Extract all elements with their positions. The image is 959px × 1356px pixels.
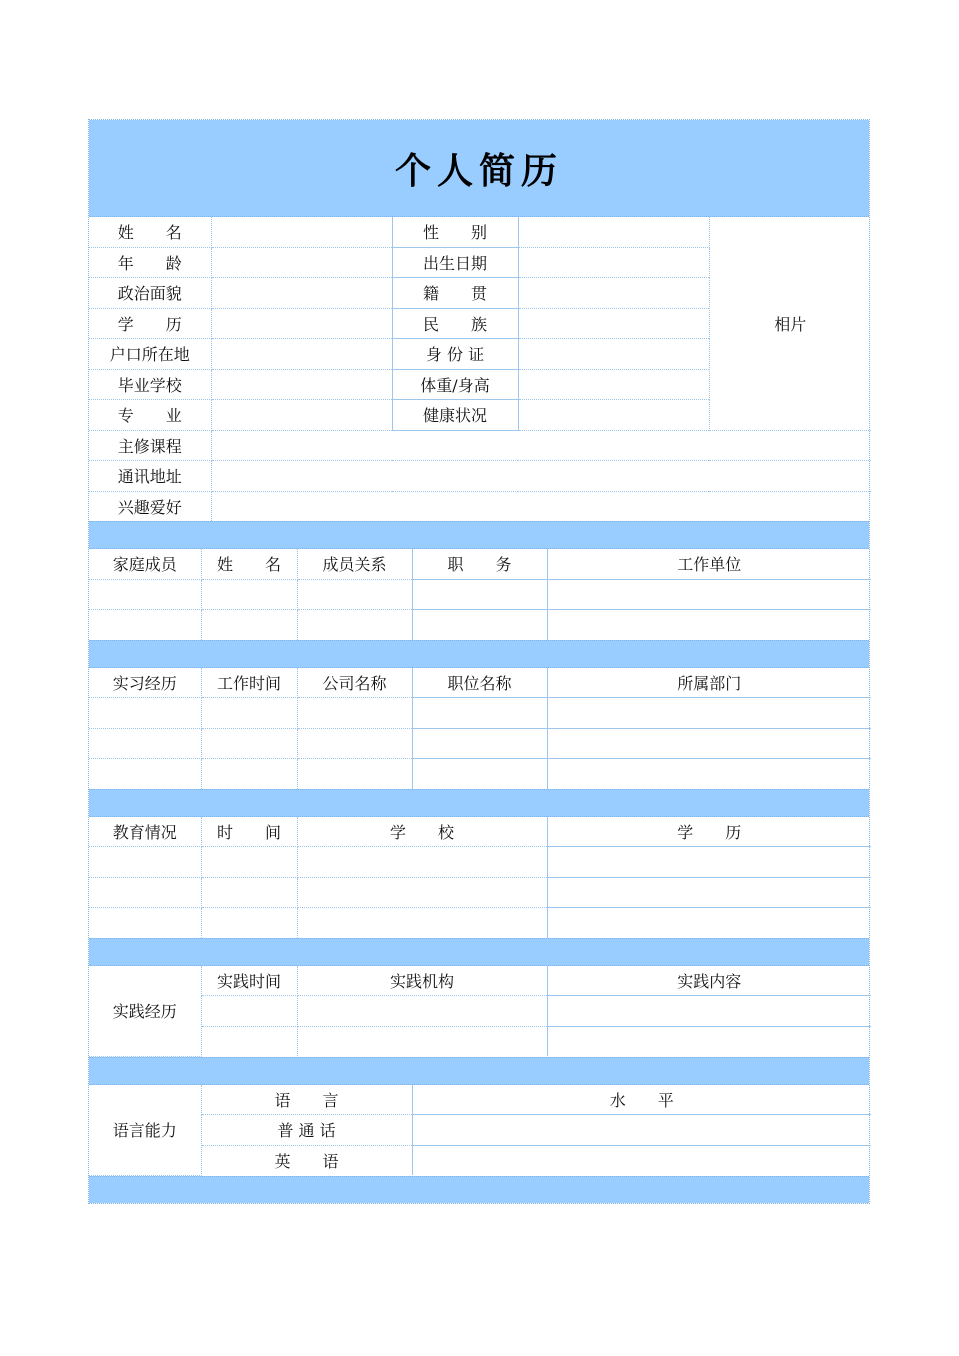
family-header-position: 职 务: [412, 549, 547, 579]
table-cell[interactable]: [297, 996, 547, 1027]
language-header-language: 语 言: [201, 1085, 412, 1115]
value-household-registration[interactable]: [211, 339, 392, 370]
table-cell[interactable]: [297, 728, 412, 759]
table-cell[interactable]: [412, 610, 547, 640]
language-mandarin-level[interactable]: [412, 1115, 871, 1146]
table-cell[interactable]: [201, 698, 297, 729]
table-cell[interactable]: [547, 847, 871, 878]
value-ethnicity[interactable]: [518, 308, 709, 339]
table-cell[interactable]: [547, 996, 871, 1027]
language-english: 英 语: [201, 1145, 412, 1175]
value-political-status[interactable]: [211, 278, 392, 309]
label-degree: 学 历: [89, 308, 211, 339]
photo-cell[interactable]: 相片: [709, 217, 871, 430]
table-cell[interactable]: [201, 610, 297, 640]
label-age: 年 龄: [89, 247, 211, 278]
label-address: 通讯地址: [89, 461, 211, 492]
label-name: 姓 名: [89, 217, 211, 247]
practice-header-content: 实践内容: [547, 966, 871, 996]
internship-header-company: 公司名称: [297, 668, 412, 698]
value-health[interactable]: [518, 400, 709, 431]
table-row: [89, 610, 871, 640]
basic-info-table: [89, 217, 871, 521]
section-divider: [89, 1057, 869, 1085]
label-id-card: 身 份 证: [392, 339, 518, 370]
education-header-school: 学 校: [297, 817, 547, 847]
value-major[interactable]: [211, 400, 392, 431]
label-school: 毕业学校: [89, 369, 211, 400]
table-cell[interactable]: [89, 759, 201, 789]
practice-header-time: 实践时间: [201, 966, 297, 996]
family-table: [89, 549, 871, 640]
table-cell[interactable]: [547, 610, 871, 640]
internship-header-department: 所属部门: [547, 668, 871, 698]
internship-table: [89, 668, 871, 789]
language-mandarin: 普 通 话: [201, 1115, 412, 1146]
section-divider: [89, 938, 869, 966]
value-weight-height[interactable]: [518, 369, 709, 400]
table-cell[interactable]: [297, 579, 412, 610]
language-header-level: 水 平: [412, 1085, 871, 1115]
label-household-registration: 户口所在地: [89, 339, 211, 370]
table-row: [89, 759, 871, 789]
table-cell[interactable]: [297, 698, 412, 729]
table-cell[interactable]: [297, 759, 412, 789]
section-divider: [89, 1176, 869, 1203]
value-school[interactable]: [211, 369, 392, 400]
table-row: [89, 728, 871, 759]
table-cell[interactable]: [89, 847, 201, 878]
table-cell[interactable]: [412, 759, 547, 789]
label-birthdate: 出生日期: [392, 247, 518, 278]
language-table: [89, 1085, 871, 1176]
value-hobbies[interactable]: [211, 491, 871, 521]
table-row: [89, 1115, 871, 1146]
language-english-level[interactable]: [412, 1145, 871, 1175]
family-header-relation: 成员关系: [297, 549, 412, 579]
education-table: [89, 817, 871, 938]
education-header-degree: 学 历: [547, 817, 871, 847]
value-courses[interactable]: [211, 430, 871, 461]
table-cell[interactable]: [201, 579, 297, 610]
table-cell[interactable]: [201, 728, 297, 759]
section-divider: [89, 521, 869, 549]
resume-title: 个人简历: [394, 150, 563, 192]
table-cell[interactable]: [89, 908, 201, 938]
practice-label: 实践经历: [89, 966, 201, 1057]
table-cell[interactable]: [547, 579, 871, 610]
family-header-members: 家庭成员: [89, 549, 201, 579]
internship-header-title: 职位名称: [412, 668, 547, 698]
value-native-place[interactable]: [518, 278, 709, 309]
table-row: [89, 1145, 871, 1175]
table-row: [89, 996, 871, 1027]
table-cell[interactable]: [297, 847, 547, 878]
family-header-employer: 工作单位: [547, 549, 871, 579]
value-birthdate[interactable]: [518, 247, 709, 278]
label-courses: 主修课程: [89, 430, 211, 461]
table-row: [89, 1026, 871, 1056]
table-cell[interactable]: [547, 1026, 871, 1056]
table-row: [89, 579, 871, 610]
label-major: 专 业: [89, 400, 211, 431]
value-gender[interactable]: [518, 217, 709, 247]
table-row: [89, 877, 871, 908]
education-header-label: 教育情况: [89, 817, 201, 847]
label-ethnicity: 民 族: [392, 308, 518, 339]
table-row: [89, 847, 871, 878]
table-row: [89, 908, 871, 938]
table-cell[interactable]: [201, 1026, 297, 1056]
family-header-name: 姓 名: [201, 549, 297, 579]
education-header-time: 时 间: [201, 817, 297, 847]
table-cell[interactable]: [547, 728, 871, 759]
label-gender: 性 别: [392, 217, 518, 247]
table-cell[interactable]: [412, 698, 547, 729]
label-health: 健康状况: [392, 400, 518, 431]
table-cell[interactable]: [297, 877, 547, 908]
label-weight-height: 体重/身高: [392, 369, 518, 400]
value-name[interactable]: [211, 217, 392, 247]
title-band: [89, 120, 869, 217]
table-cell[interactable]: [201, 908, 297, 938]
table-cell[interactable]: [89, 877, 201, 908]
table-row: [89, 698, 871, 729]
practice-header-organization: 实践机构: [297, 966, 547, 996]
table-cell[interactable]: [201, 996, 297, 1027]
label-political-status: 政治面貌: [89, 278, 211, 309]
table-cell[interactable]: [89, 698, 201, 729]
table-cell[interactable]: [297, 610, 412, 640]
table-cell[interactable]: [547, 759, 871, 789]
table-cell[interactable]: [412, 579, 547, 610]
value-age[interactable]: [211, 247, 392, 278]
table-cell[interactable]: [547, 877, 871, 908]
table-cell[interactable]: [201, 759, 297, 789]
table-cell[interactable]: [201, 847, 297, 878]
table-cell[interactable]: [297, 1026, 547, 1056]
label-hobbies: 兴趣爱好: [89, 491, 211, 521]
practice-table: [89, 966, 871, 1057]
internship-header-label: 实习经历: [89, 668, 201, 698]
resume-sheet: [88, 119, 870, 1204]
value-degree[interactable]: [211, 308, 392, 339]
value-address[interactable]: [211, 461, 871, 492]
language-label: 语言能力: [89, 1085, 201, 1176]
section-divider: [89, 640, 869, 668]
table-cell[interactable]: [89, 579, 201, 610]
table-cell[interactable]: [89, 610, 201, 640]
table-cell[interactable]: [547, 698, 871, 729]
table-cell[interactable]: [201, 877, 297, 908]
table-cell[interactable]: [297, 908, 547, 938]
label-native-place: 籍 贯: [392, 278, 518, 309]
value-id-card[interactable]: [518, 339, 709, 370]
table-cell[interactable]: [89, 728, 201, 759]
internship-header-time: 工作时间: [201, 668, 297, 698]
section-divider: [89, 789, 869, 817]
table-cell[interactable]: [547, 908, 871, 938]
table-cell[interactable]: [412, 728, 547, 759]
